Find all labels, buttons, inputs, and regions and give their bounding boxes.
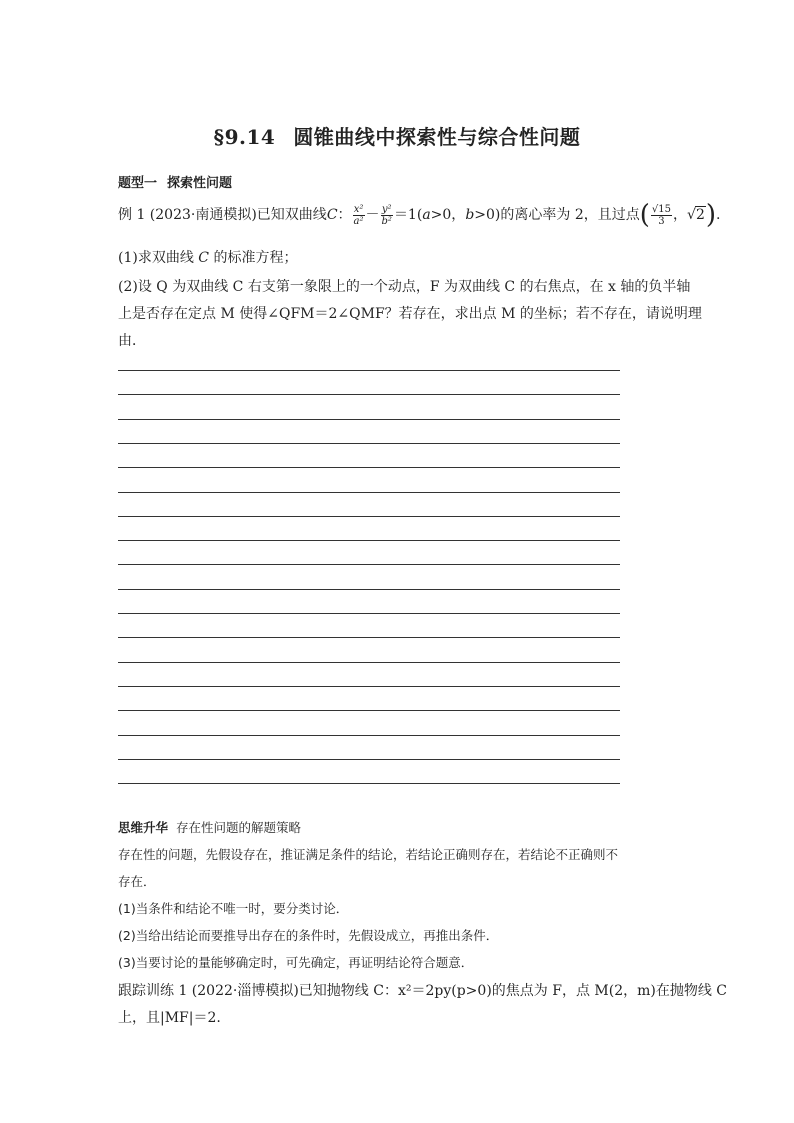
var-b: b: [465, 207, 475, 223]
point-fraction: [651, 204, 672, 227]
example-1-statement: 例 1 (2023·南通模拟)已知双曲线C： $\frac{\text{x²}}{\text{a²}}$ － $\frac{\text{y²}}{\text{b²}}$ ＝1(a>0，b>0)的离心率为 2，且过点( $\frac{√15}{3}$ ，√2).: [118, 200, 721, 230]
question-2-line-2: 上是否存在定点 M 使得∠QFM＝2∠QMF？若存在，求出点 M 的坐标；若不存在，请说明理: [118, 306, 702, 322]
fraction-x: [353, 204, 365, 227]
curve-name: C: [326, 207, 338, 223]
paren-close: ): [705, 200, 717, 230]
cond-b: >0)的离心率为 2，且过点: [474, 207, 640, 223]
answer-line[interactable]: [118, 735, 620, 736]
fraction-y: [381, 204, 393, 227]
section-number: §9.14: [213, 125, 276, 149]
title-text: 圆锥曲线中探索性与综合性问题: [293, 125, 581, 149]
thinking-para-line-1: 存在性的问题，先假设存在，推证满足条件的结论，若结论正确则存在，若结论不正确则不: [118, 847, 619, 862]
frac-num: y²: [381, 203, 392, 215]
question-2-line-1: (2)设 Q 为双曲线 C 右支第一象限上的一个动点，F 为双曲线 C 的右焦点，在 x 轴的负半轴: [118, 279, 691, 295]
answer-line[interactable]: [118, 613, 620, 614]
thinking-item-1: (1)当条件和结论不唯一时，要分类讨论．: [118, 901, 349, 916]
paren-open: (: [639, 200, 650, 230]
frac-den: b²: [381, 215, 392, 227]
frac-den: 3: [658, 215, 665, 227]
thinking-heading: [118, 818, 301, 836]
period: .: [716, 207, 721, 223]
thinking-topic: 存在性问题的解题策略: [175, 820, 301, 835]
thinking-label: 思维升华: [118, 820, 169, 835]
frac-num: √15: [651, 203, 672, 215]
practice-line-2: 上，且|MF|＝2.: [118, 1010, 221, 1026]
answer-line[interactable]: [118, 419, 620, 420]
answer-line[interactable]: [118, 443, 620, 444]
answer-line[interactable]: [118, 492, 620, 493]
answer-line[interactable]: [118, 467, 620, 468]
page-title: [0, 121, 794, 150]
minus: －: [365, 207, 380, 223]
answer-line[interactable]: [118, 637, 620, 638]
q1-text-b: 的标准方程；: [209, 250, 298, 266]
answer-line[interactable]: [118, 564, 620, 565]
sqrt-2: 2: [695, 207, 705, 223]
var-a: a: [422, 207, 431, 223]
question-2-line-3: 由．: [118, 333, 146, 349]
section-name: 探索性问题: [167, 176, 233, 191]
answer-line[interactable]: [118, 370, 620, 371]
answer-line[interactable]: [118, 589, 620, 590]
answer-line[interactable]: [118, 783, 620, 784]
thinking-para-line-2: 存在．: [118, 874, 156, 889]
answer-line[interactable]: [118, 662, 620, 663]
example-prefix: 例 1 (2023·南通模拟)已知双曲线: [118, 207, 327, 223]
colon: ：: [337, 207, 352, 223]
curve-name: C: [198, 250, 209, 266]
frac-den: a²: [353, 215, 364, 227]
point-sep: ，: [673, 207, 688, 223]
cond-a: >0，: [430, 207, 466, 223]
answer-line[interactable]: [118, 759, 620, 760]
frac-num: x²: [353, 203, 364, 215]
practice-line-1: 跟踪训练 1 (2022·淄博模拟)已知抛物线 C：x²＝2py(p>0)的焦点为 F，点 M(2，m)在抛物线 C: [118, 983, 727, 999]
answer-line[interactable]: [118, 516, 620, 517]
section-label: 题型一: [118, 176, 158, 191]
section-heading: [118, 172, 232, 191]
question-1: [118, 247, 297, 267]
thinking-item-2: (2)当给出结论而要推导出存在的条件时，先假设成立，再推出条件．: [118, 928, 499, 943]
answer-line[interactable]: [118, 540, 620, 541]
answer-line[interactable]: [118, 686, 620, 687]
q1-text-a: (1)求双曲线: [118, 250, 199, 266]
equals: ＝1(: [393, 207, 423, 223]
answer-line[interactable]: [118, 394, 620, 395]
answer-line[interactable]: [118, 710, 620, 711]
thinking-item-3: (3)当要讨论的量能够确定时，可先确定，再证明结论符合题意．: [118, 955, 474, 970]
